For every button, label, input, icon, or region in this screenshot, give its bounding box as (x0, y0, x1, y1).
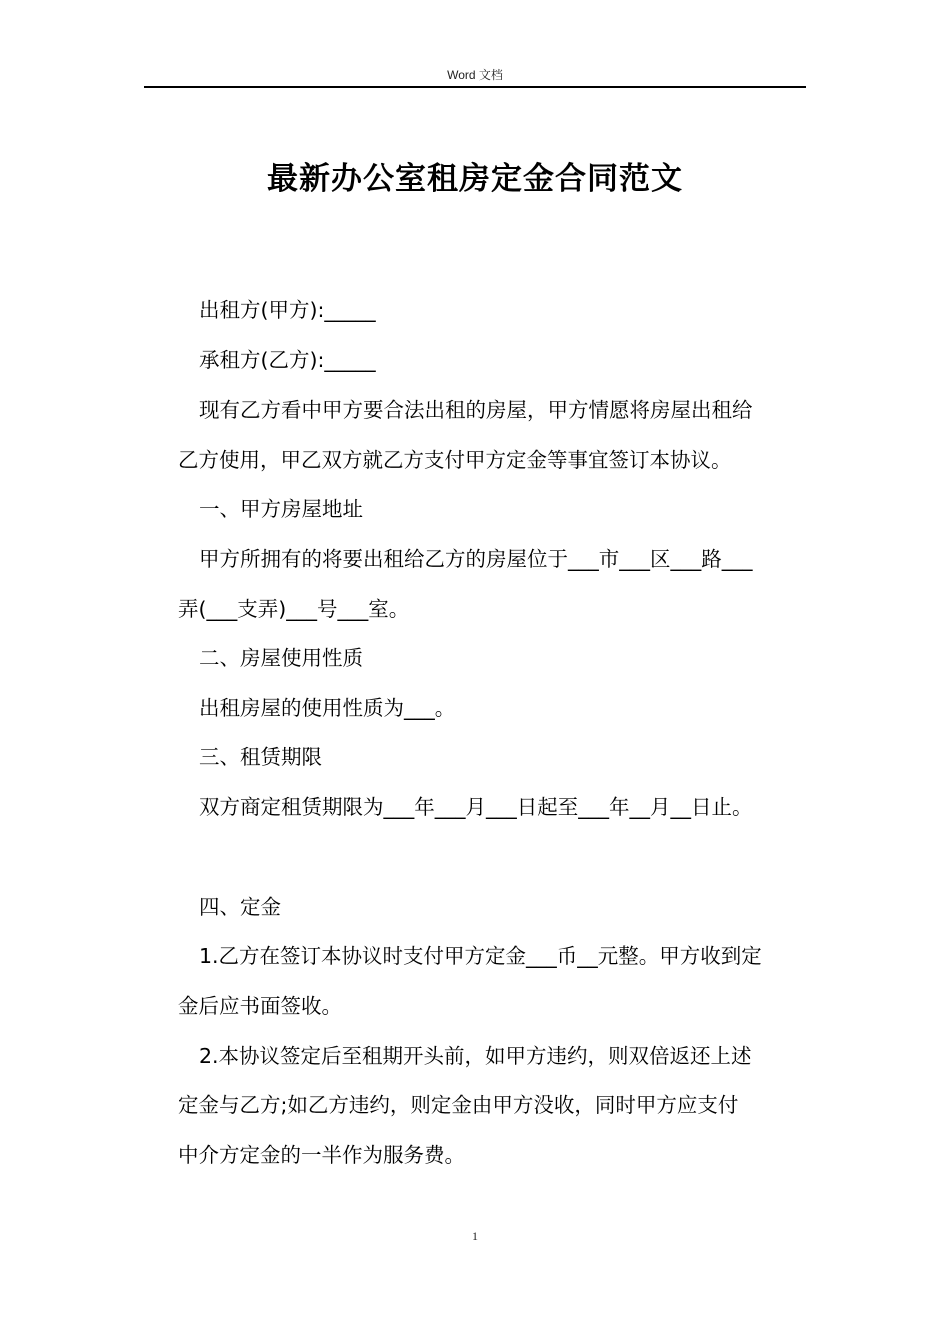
section-heading: 二、房屋使用性质 (199, 646, 363, 670)
section-heading: 四、定金 (199, 895, 281, 919)
section-heading: 一、甲方房屋地址 (199, 497, 363, 521)
paragraph-line: 定金与乙方;如乙方违约，则定金由甲方没收，同时甲方应支付 (178, 1093, 739, 1117)
section-heading: 三、租赁期限 (199, 745, 322, 769)
paragraph-line: 1.乙方在签订本协议时支付甲方定金___币__元整。甲方收到定 (199, 944, 762, 968)
paragraph-line: 甲方所拥有的将要出租给乙方的房屋位于___市___区___路___ (199, 547, 753, 571)
paragraph-line: 乙方使用，甲乙双方就乙方支付甲方定金等事宜签订本协议。 (178, 448, 732, 472)
paragraph-line: 双方商定租赁期限为___年___月___日起至___年__月__日止。 (199, 795, 753, 819)
paragraph-line: 中介方定金的一半作为服务费。 (178, 1143, 465, 1167)
document-title: 最新办公室租房定金合同范文 (267, 161, 683, 197)
header-divider (144, 86, 806, 88)
paragraph-line: 弄(___支弄)___号___室。 (178, 597, 410, 621)
paragraph-line: 现有乙方看中甲方要合法出租的房屋，甲方情愿将房屋出租给 (199, 398, 753, 422)
paragraph-line: 2.本协议签定后至租期开头前，如甲方违约，则双倍返还上述 (199, 1044, 752, 1068)
paragraph-line: 承租方(乙方):_____ (199, 348, 376, 372)
page-number: 1 (472, 1229, 478, 1243)
page-header: Word 文档 (447, 68, 503, 82)
paragraph-line: 出租方(甲方):_____ (199, 298, 376, 322)
paragraph-line: 金后应书面签收。 (178, 994, 342, 1018)
paragraph-line: 出租房屋的使用性质为___。 (199, 696, 456, 720)
